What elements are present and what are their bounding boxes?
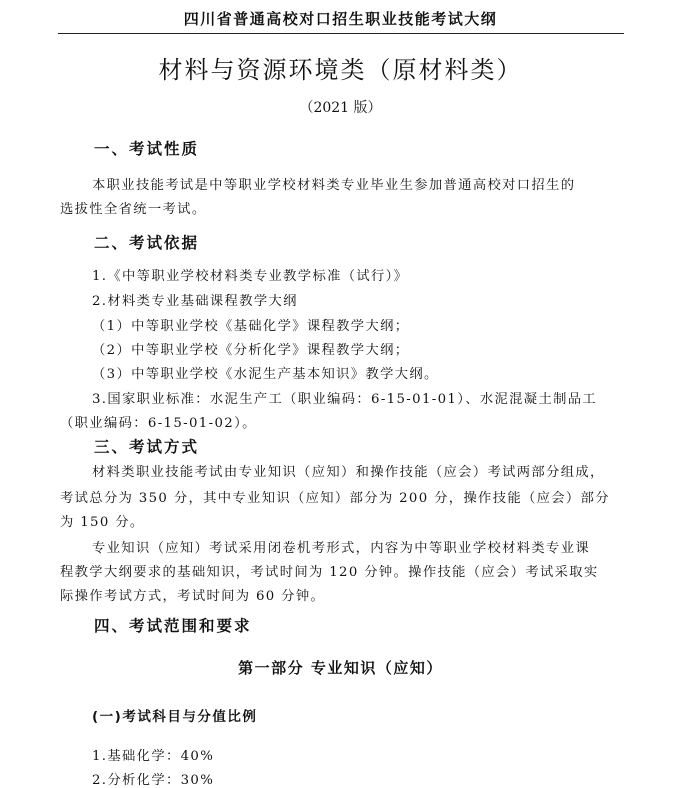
section-heading-2: 二、考试依据 [94,234,200,252]
paragraph-line: 为 150 分。 [60,515,145,530]
list-item: 1.基础化学：40% [92,749,215,764]
list-item: 2.分析化学：30% [92,773,215,788]
part-title: 第一部分 专业知识（应知） [238,659,443,677]
list-item: （职业编码：6-15-01-02）。 [60,416,257,431]
running-header: 四川省普通高校对口招生职业技能考试大纲 [183,10,498,28]
section-heading-1: 一、考试性质 [94,140,200,158]
paragraph-line: 本职业技能考试是中等职业学校材料类专业毕业生参加普通高校对口招生的 [92,178,576,193]
paragraph-line: 际操作考试方式，考试时间为 60 分钟。 [60,589,326,604]
paragraph-line: 专业知识（应知）考试采用闭卷机考形式，内容为中等职业学校材料类专业课 [92,541,590,556]
list-item: （3）中等职业学校《水泥生产基本知识》教学大纲。 [92,367,439,382]
paragraph-line: 考试总分为 350 分，其中专业知识（应知）部分为 200 分，操作技能（应会）部分 [60,491,610,506]
list-item: 1.《中等职业学校材料类专业教学标准（试行）》 [92,269,409,284]
document-title: 材料与资源环境类（原材料类） [158,56,523,84]
section-heading-3: 三、考试方式 [94,438,200,456]
paragraph-line: 选拔性全省统一考试。 [60,202,207,217]
list-item: （1）中等职业学校《基础化学》课程教学大纲； [92,319,410,334]
edition-label: （2021 版） [299,100,382,116]
list-item: 3.国家职业标准：水泥生产工（职业编码：6-15-01-01）、水泥混凝土制品工 [92,392,598,407]
list-item: （2）中等职业学校《分析化学》课程教学大纲； [92,343,410,358]
section-heading-4: 四、考试范围和要求 [94,617,252,635]
subsection-heading: (一)考试科目与分值比例 [92,709,258,725]
header-divider [58,33,624,34]
paragraph-line: 程教学大纲要求的基础知识，考试时间为 120 分钟。操作技能（应会）考试采取实 [60,565,599,580]
list-item: 2.材料类专业基础课程教学大纲 [92,294,298,309]
paragraph-line: 材料类职业技能考试由专业知识（应知）和操作技能（应会）考试两部分组成， [92,465,605,480]
